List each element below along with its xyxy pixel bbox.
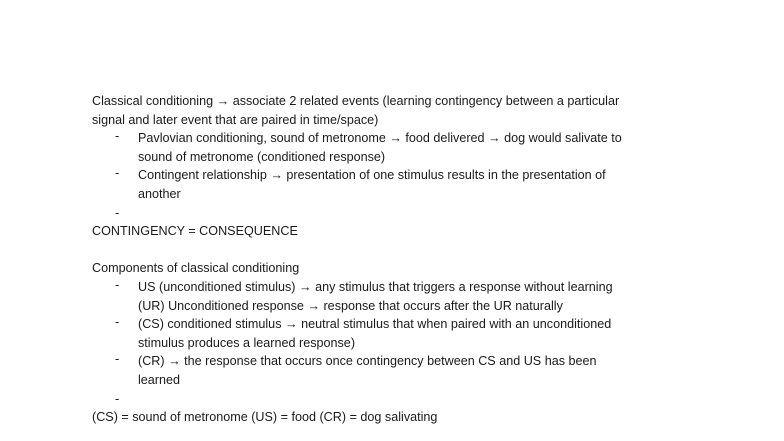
contingency-line: CONTINGENCY = CONSEQUENCE (92, 224, 298, 239)
list-item-text: stimulus produces a learned response) (138, 335, 356, 350)
list-item-text: Pavlovian conditioning, sound of metronome → food delivered → dog would salivate to (138, 131, 622, 146)
bullet-dash: - (115, 315, 120, 330)
list-item-text: learned (138, 372, 181, 387)
list-item (92, 278, 712, 315)
bullet-dash: - (115, 166, 120, 181)
blank-line (92, 241, 712, 260)
list-item-text: US (unconditioned stimulus) → any stimulus that triggers a response without learning (138, 279, 613, 294)
list-item-text: (CS) conditioned stimulus → neutral stimulus that when paired with an unconditioned (138, 317, 612, 332)
list-item-text: sound of metronome (conditioned response) (138, 149, 386, 164)
components-heading: Components of classical conditioning (92, 261, 300, 276)
list-item-text: another (138, 186, 181, 201)
list-item-text: (CR) → the response that occurs once contingency between CS and US has been (138, 354, 597, 369)
list-item (92, 129, 712, 166)
intro-line-2: signal and later event that are paired in time/space) (92, 112, 379, 127)
list-item (92, 166, 712, 203)
list-item (92, 315, 712, 352)
empty-bullet-dash: - (115, 205, 120, 220)
summary-line: (CS) = sound of metronome (US) = food (CR) = dog salivating (92, 410, 438, 425)
list-item-text: (UR) Unconditioned response → response that occurs after the UR naturally (138, 298, 563, 313)
bullet-dash: - (115, 352, 120, 367)
empty-bullet-dash: - (115, 391, 120, 406)
document-page (92, 92, 712, 427)
bullet-dash: - (115, 277, 120, 292)
bullet-dash: - (115, 129, 120, 144)
list-item-text: Contingent relationship → presentation of one stimulus results in the presentation of (138, 168, 606, 183)
list-item (92, 352, 712, 389)
intro-line-1: Classical conditioning → associate 2 related events (learning contingency between a particular (92, 94, 620, 108)
